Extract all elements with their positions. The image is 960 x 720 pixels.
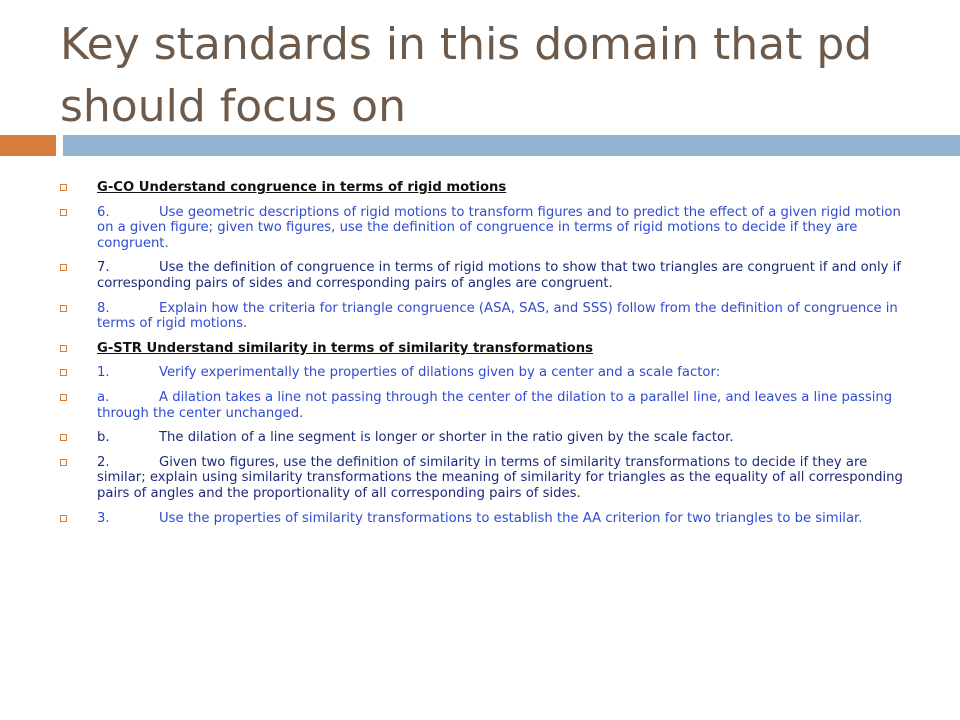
square-bullet-icon xyxy=(60,369,72,376)
standard-number: 8. xyxy=(97,300,110,316)
standard-description: Given two figures, use the definition of similarity in terms of similarity transformations to decide if they are similar; explain using similarity transformations the meaning of similarity for triangles as the equality of all corresponding pairs of angles and the proportionality of all corresponding pairs of sides. xyxy=(97,454,903,501)
standard-number: 7. xyxy=(97,260,110,276)
list-item xyxy=(55,430,905,446)
square-bullet-icon xyxy=(60,184,72,191)
square-bullet-icon xyxy=(60,264,72,271)
standard-text xyxy=(97,205,905,252)
list-item xyxy=(55,260,905,291)
list-item xyxy=(55,390,905,421)
list-item xyxy=(55,341,905,357)
accent-bar-blue xyxy=(63,135,960,156)
standard-number: 6. xyxy=(97,204,110,220)
standard-text xyxy=(97,455,905,502)
square-bullet-icon xyxy=(60,345,72,352)
standard-description: Use the definition of congruence in terms of rigid motions to show that two triangles are congruent if and only if corresponding pairs of sides and corresponding pairs of angles are congruent. xyxy=(97,260,901,291)
standard-text xyxy=(97,390,905,421)
list-item xyxy=(55,205,905,252)
standard-description: Use geometric descriptions of rigid motions to transform figures and to predict the effect of a given rigid motion on a given figure; given two figures, use the definition of congruence in terms of rigid motions to decide if they are congruent. xyxy=(97,204,901,251)
standards-list xyxy=(55,180,905,535)
square-bullet-icon xyxy=(60,305,72,312)
square-bullet-icon xyxy=(60,515,72,522)
standard-number: a. xyxy=(97,389,110,405)
standard-text xyxy=(97,365,905,381)
standard-description: The dilation of a line segment is longer or shorter in the ratio given by the scale factor. xyxy=(159,430,734,446)
square-bullet-icon xyxy=(60,434,72,441)
standard-group-header: G-STR Understand similarity in terms of similarity transformations xyxy=(97,340,593,356)
standard-number: 1. xyxy=(97,365,110,381)
accent-bar-orange xyxy=(0,135,56,156)
list-item xyxy=(55,455,905,502)
standard-text xyxy=(97,301,905,332)
list-item xyxy=(55,365,905,381)
standard-text xyxy=(97,430,905,446)
standard-description: Explain how the criteria for triangle congruence (ASA, SAS, and SSS) follow from the definition of congruence in terms of rigid motions. xyxy=(97,300,898,332)
standard-description: Verify experimentally the properties of dilations given by a center and a scale factor: xyxy=(159,365,721,381)
square-bullet-icon xyxy=(60,394,72,401)
square-bullet-icon xyxy=(60,459,72,466)
standard-number: 3. xyxy=(97,510,110,526)
standard-number: b. xyxy=(97,430,110,446)
list-item xyxy=(55,301,905,332)
standard-text xyxy=(97,511,905,527)
standard-group-header: G-CO Understand congruence in terms of rigid motions xyxy=(97,180,507,195)
standard-description: A dilation takes a line not passing through the center of the dilation to a parallel line, and leaves a line passing through the center unchanged. xyxy=(97,389,893,421)
standard-description: Use the properties of similarity transformations to establish the AA criterion for two triangles to be similar. xyxy=(159,510,863,526)
square-bullet-icon xyxy=(60,209,72,216)
standard-number: 2. xyxy=(97,454,110,470)
slide-title: Key standards in this domain that pd should focus on xyxy=(60,19,873,132)
standard-text xyxy=(97,260,905,291)
list-item xyxy=(55,511,905,527)
list-item xyxy=(55,180,905,196)
